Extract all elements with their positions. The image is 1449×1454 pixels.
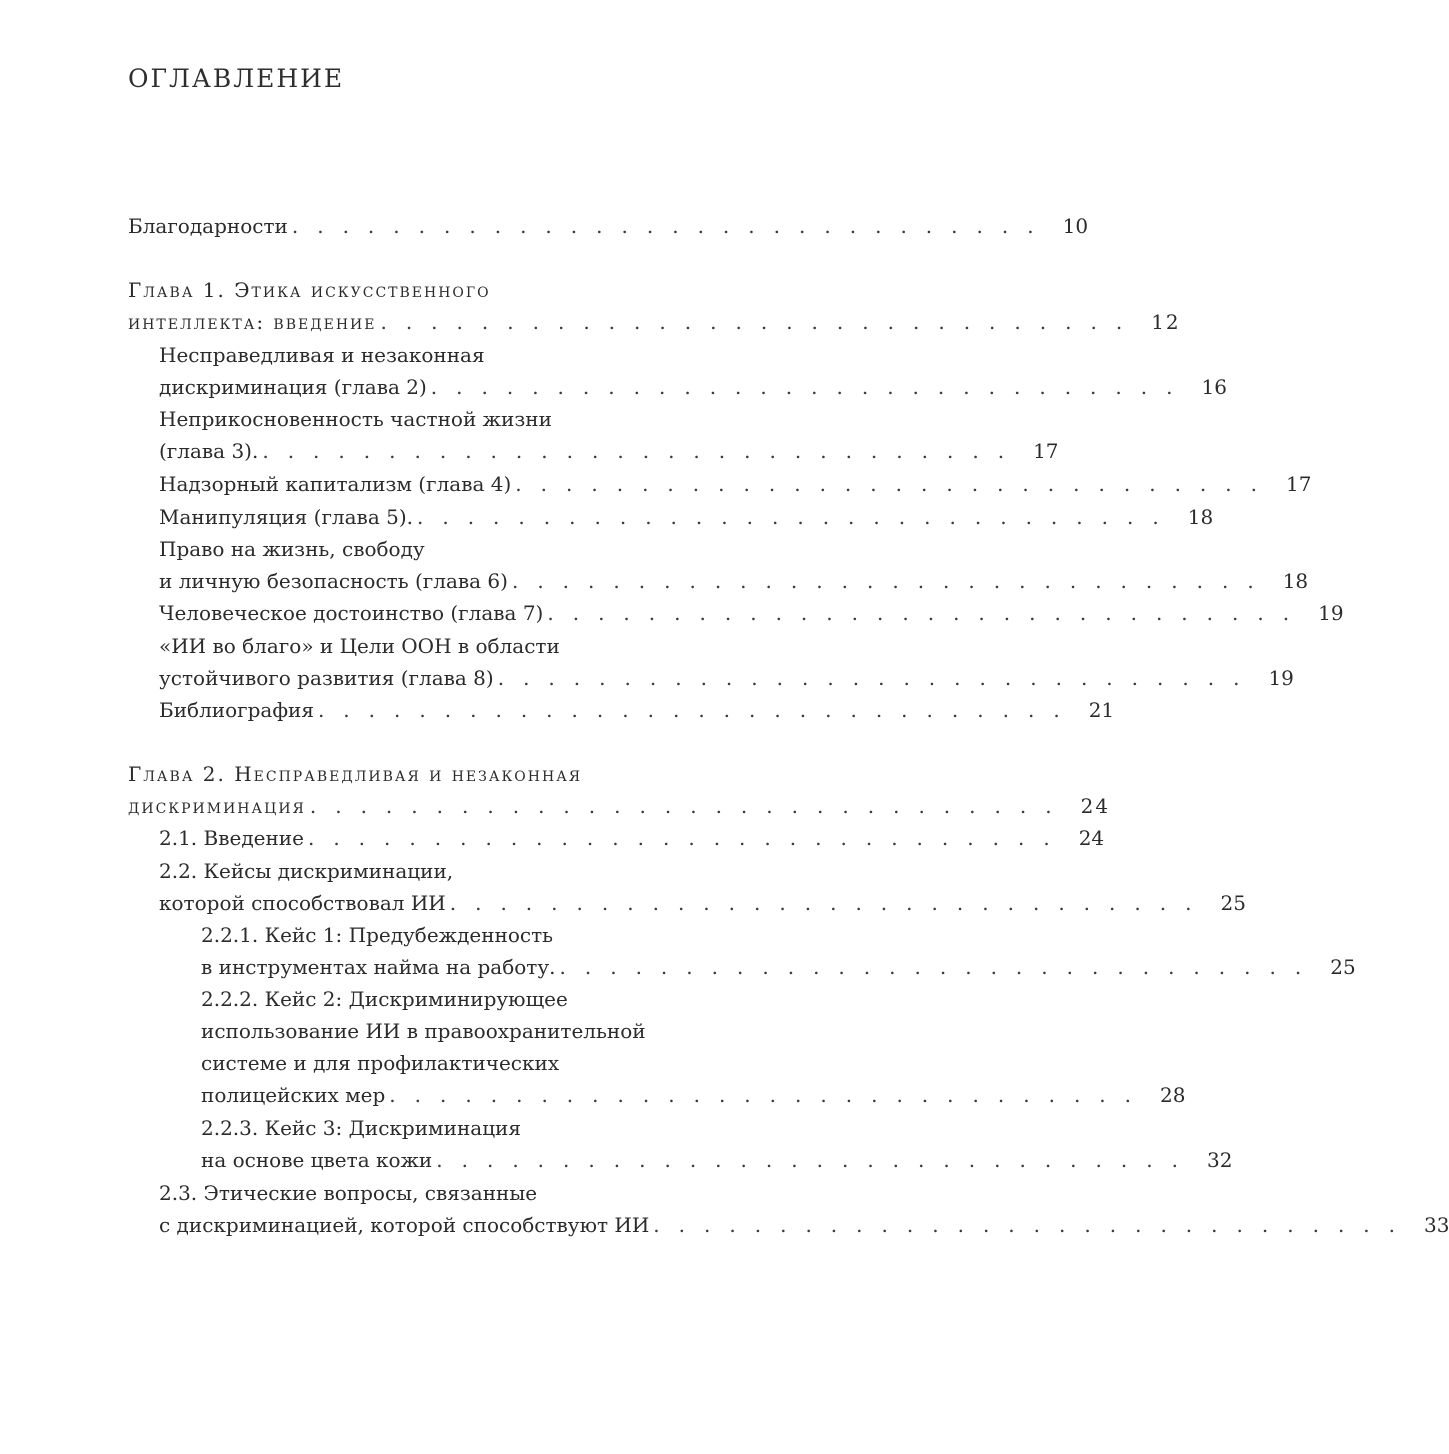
toc-entry-chapter-1: Глава 1. Этика искусственного интеллекта: введение .............................. 12 xyxy=(128,274,840,338)
page-number: 10 xyxy=(1062,214,1089,238)
toc-entry: 2.1. Введение .............................. 24 xyxy=(159,822,840,854)
toc-entry-acknowledgements: Благодарности .............................. 10 xyxy=(128,210,840,242)
toc-entry: Надзорный капитализм (глава 4) .............................. 17 xyxy=(159,468,840,500)
page-number: 18 xyxy=(1282,569,1309,593)
toc-entry: Неприкосновенность частной жизни (глава 3). .............................. 17 xyxy=(159,403,840,467)
page-number: 16 xyxy=(1201,375,1227,399)
page-number: 21 xyxy=(1088,698,1115,722)
page-number: 19 xyxy=(1318,601,1344,625)
page-number: 19 xyxy=(1268,666,1294,690)
toc-entry-chapter-2: Глава 2. Несправедливая и незаконная дискриминация .............................. 24 xyxy=(128,758,840,822)
toc-entry: 2.2. Кейсы дискриминации, которой способствовал ИИ .............................. 25 xyxy=(159,855,840,919)
toc-entry: 2.2.2. Кейс 2: Дискриминирующее использование ИИ в правоохранительной системе и для профилактических полицейских мер .............................. 28 xyxy=(201,983,840,1111)
page-number: 12 xyxy=(1151,310,1181,334)
toc-entry: Право на жизнь, свободу и личную безопасность (глава 6) .............................. 18 xyxy=(159,533,840,597)
page-number: 28 xyxy=(1160,1083,1186,1107)
toc-entry: Человеческое достоинство (глава 7) .............................. 19 xyxy=(159,597,840,629)
page-number: 24 xyxy=(1078,826,1105,850)
page-number: 32 xyxy=(1206,1148,1233,1172)
toc-entry: 2.2.3. Кейс 3: Дискриминация на основе цвета кожи .............................. 32 xyxy=(201,1112,840,1176)
page-number: 33 xyxy=(1424,1213,1449,1237)
toc-entry: «ИИ во благо» и Цели ООН в области устойчивого развития (глава 8) .............................. 19 xyxy=(159,630,840,694)
page-title: ОГЛАВЛЕНИЕ xyxy=(128,64,345,93)
toc-entry: Несправедливая и незаконная дискриминация (глава 2) .............................. 16 xyxy=(159,339,840,403)
toc-entry: Манипуляция (глава 5). .............................. 18 xyxy=(159,501,840,533)
page-number: 25 xyxy=(1220,891,1246,915)
page-number: 17 xyxy=(1033,439,1059,463)
toc-entry: 2.3. Этические вопросы, связанные с дискриминацией, которой способствуют ИИ .............................. 33 xyxy=(159,1177,840,1241)
page-number: 17 xyxy=(1286,472,1312,496)
toc-entry-bibliography: Библиография .............................. 21 xyxy=(159,694,840,726)
page-number: 24 xyxy=(1080,794,1111,818)
page-number: 25 xyxy=(1330,955,1356,979)
toc-entry: 2.2.1. Кейс 1: Предубежденность в инструментах найма на работу. .............................. 25 xyxy=(201,919,840,983)
page-number: 18 xyxy=(1187,505,1214,529)
